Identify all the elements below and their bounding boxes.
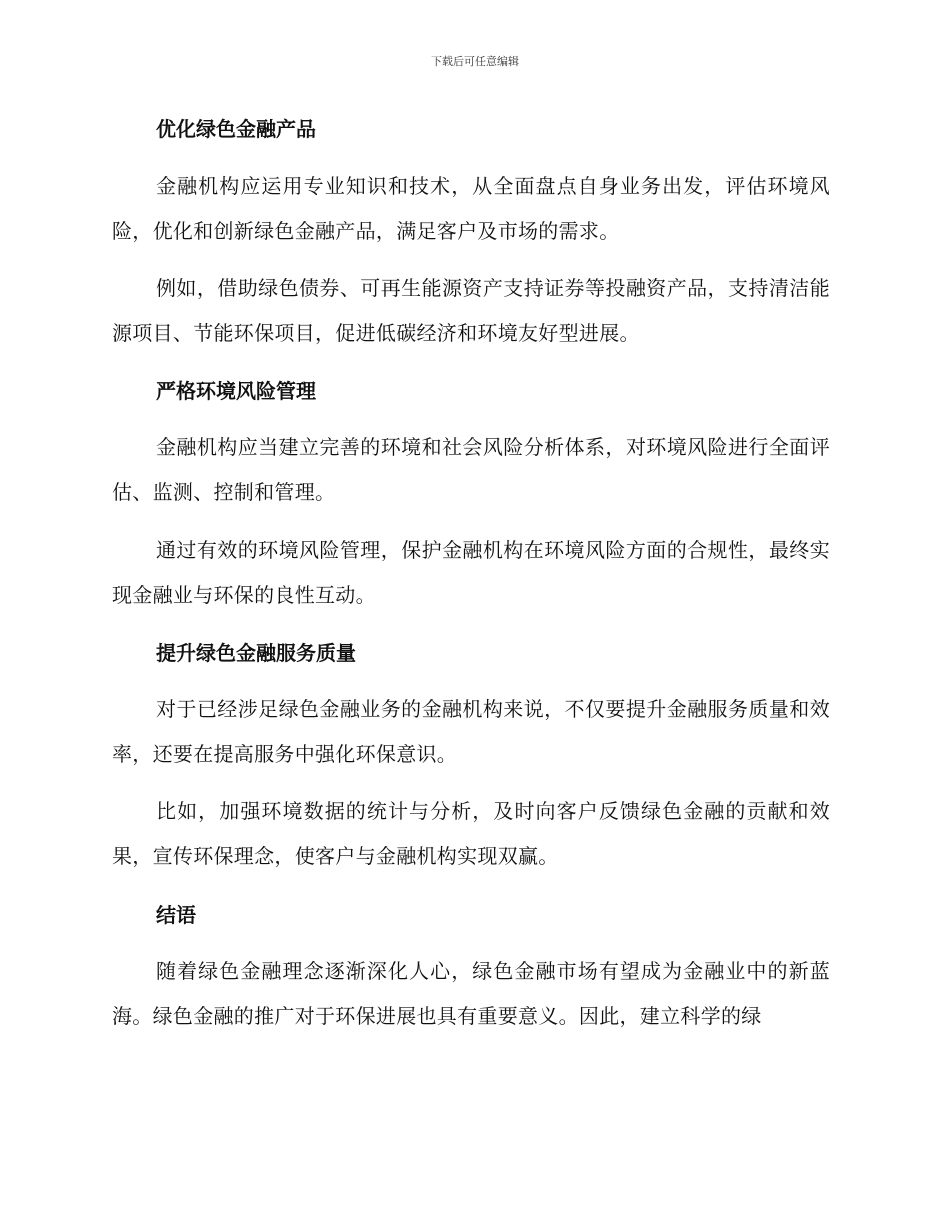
section-heading: 结语 [156,903,196,927]
paragraph: 金融机构应当建立完善的环境和社会风险分析体系，对环境风险进行全面评估、监测、控制和管理。 [112,435,830,504]
section-heading: 提升绿色金融服务质量 [156,641,356,665]
paragraph: 比如，加强环境数据的统计与分析，及时向客户反馈绿色金融的贡献和效果，宣传环保理念，使客户与金融机构实现双赢。 [112,799,830,868]
paragraph: 对于已经涉足绿色金融业务的金融机构来说，不仅要提升金融服务质量和效率，还要在提高服务中强化环保意识。 [112,697,830,766]
paragraph: 随着绿色金融理念逐渐深化人心，绿色金融市场有望成为金融业中的新蓝海。绿色金融的推广对于环保进展也具有重要意义。因此，建立科学的绿 [112,959,830,1028]
section-heading: 优化绿色金融产品 [156,117,316,141]
paragraph: 通过有效的环境风险管理，保护金融机构在环境风险方面的合规性，最终实现金融业与环保的良性互动。 [112,538,830,607]
section-heading: 严格环境风险管理 [156,379,316,403]
paragraph: 金融机构应运用专业知识和技术，从全面盘点自身业务出发，评估环境风险，优化和创新绿色金融产品，满足客户及市场的需求。 [112,174,830,243]
page-header: 下载后可任意编辑 [431,55,519,68]
paragraph: 例如，借助绿色债券、可再生能源资产支持证券等投融资产品，支持清洁能源项目、节能环保项目，促进低碳经济和环境友好型进展。 [112,276,830,345]
